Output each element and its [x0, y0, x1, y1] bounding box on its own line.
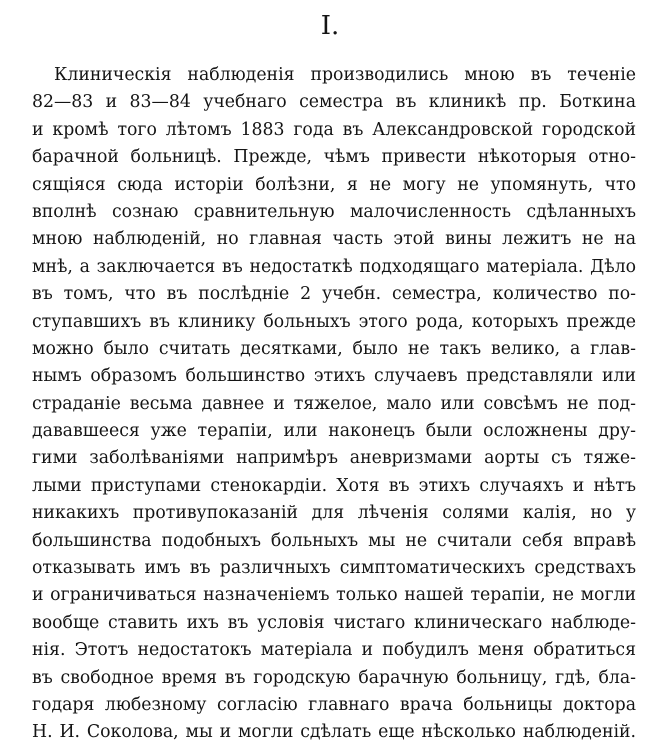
text-line: гими заболѣваніями напримѣръ аневризмами аорты съ тяже-: [32, 448, 636, 469]
text-line: Клиническія наблюденія производились мною въ теченіе: [54, 65, 636, 85]
text-line: ступавшихъ въ клинику больныхъ этого рода, которыхъ прежде: [32, 311, 636, 332]
text-line: сящіяся сюда исторіи болѣзни, я не могу не упомянуть, что: [32, 174, 636, 195]
text-line: мною наблюденій, но главная часть этой вины лежитъ не на: [32, 229, 636, 250]
text-line: страданіе весьма давнее и тяжелое, мало или совсѣмъ не под-: [32, 393, 636, 414]
text-line: отказывать имъ въ различныхъ симптоматическихъ средствахъ: [32, 558, 636, 579]
text-line: въ свободное время въ городскую барачную больницу, гдѣ, бла-: [32, 667, 636, 688]
text-line: 82—83 и 83—84 учебнаго семестра въ клиникѣ пр. Боткина: [32, 92, 636, 113]
text-line: нія. Этотъ недостатокъ матеріала и побудилъ меня обратиться: [32, 640, 636, 661]
text-line: лыми приступами стенокардіи. Хотя въ этихъ случаяхъ и нѣтъ: [32, 475, 636, 496]
section-number: I.: [320, 11, 340, 41]
text-line-last: Н. И. Соколова, мы и могли сдѣлать еще нѣсколько наблюденій.: [32, 722, 636, 743]
text-line: въ томъ, что въ послѣдніе 2 учебн. семестра, количество по-: [32, 284, 636, 305]
text-line: нымъ образомъ большинство этихъ случаевъ представляли или: [32, 366, 636, 387]
text-line: никакихъ противупоказаній для лѣченія солями калія, но у: [32, 503, 636, 524]
text-line: барачной больницѣ. Прежде, чѣмъ привести нѣкоторыя отно-: [32, 147, 636, 168]
text-line: вообще ставить ихъ въ условія чистаго клиническаго наблюде-: [32, 612, 636, 633]
text-line: и кромѣ того лѣтомъ 1883 года въ Александровской городской: [32, 119, 636, 140]
text-line: мнѣ, а заключается въ недостаткѣ подходящаго матеріала. Дѣло: [32, 256, 636, 277]
text-line: и ограничиваться назначеніемъ только нашей терапіи, не могли: [32, 585, 636, 606]
text-line: годаря любезному согласію главнаго врача больницы доктора: [32, 694, 636, 715]
text-line: дававшееся уже терапіи, или наконецъ были осложнены дру-: [32, 421, 636, 442]
text-line: вполнѣ сознаю сравнительную малочисленность сдѣланныхъ: [32, 201, 636, 222]
body-paragraph: [32, 62, 636, 747]
text-line: можно было считать десятками, было не такъ велико, а глав-: [32, 338, 636, 359]
text-line: большинства подобныхъ больныхъ мы не считали себя вправѣ: [32, 530, 636, 551]
